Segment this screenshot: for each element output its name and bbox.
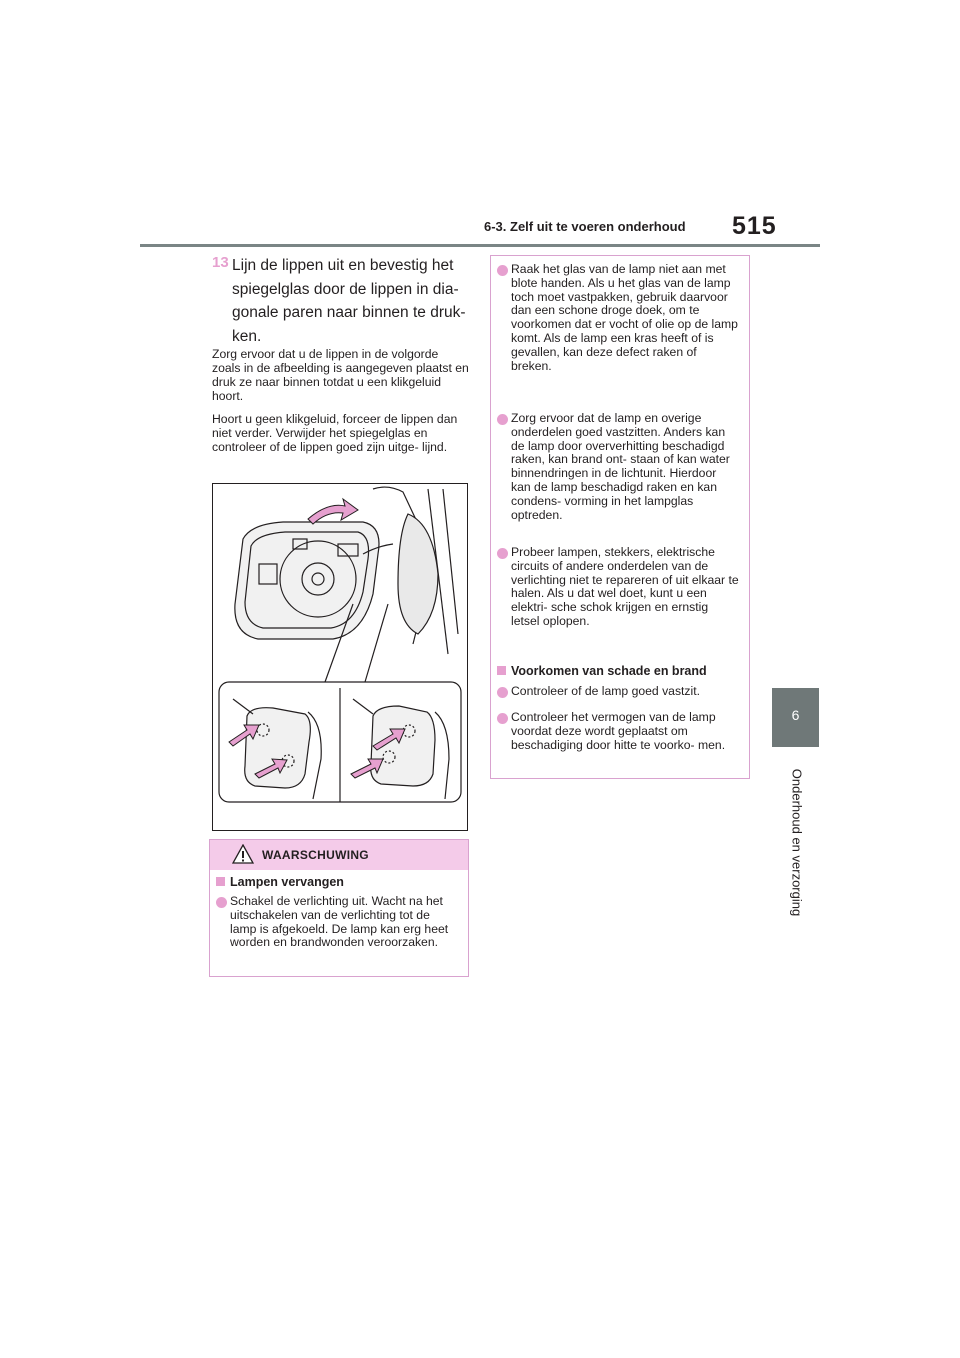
square-bullet-icon [216,877,225,886]
bullet-text: Controleer of de lamp goed vastzit. [511,684,701,698]
arrow-icon [308,499,358,524]
caution-box-continued [490,255,750,779]
chapter-tab[interactable]: 6 [772,688,819,747]
warning-subheading [216,875,344,889]
warning-title: WAARSCHUWING [262,848,369,862]
chapter-label [787,760,807,930]
step-text: Lijn de lippen uit en bevestig het spiegelglas door de lippen in dia- gonale paren naar binnen te druk- ken. [232,257,466,345]
warning-subheading-text: Lampen vervangen [230,875,344,889]
bullet-dot-icon [216,897,227,908]
bullet-text: Controleer het vermogen van de lamp voordat deze wordt geplaatst om beschadiging door hitte te voorko- men. [511,710,726,752]
mirror-drawing [213,484,467,830]
chapter-title: Onderhoud en verzorging [789,768,805,917]
damage-subheading [497,664,707,678]
bullet-text: Zorg ervoor dat de lamp en overige onderdelen goed vastzitten. Anders kan de lamp door oververhitting beschadigd raken, kan brand ont- staan of kan water binnendringen in de lichtunit. Hierdoor kan de lamp beschadigd raken en kan condens- vorming in het lampglas optreden. [511,411,730,522]
paragraph-no-click: Hoort u geen klikgeluid, forceer de lippen dan niet verder. Verwijder het spiegelglas en controleer of de lippen goed zijn uitge- lijnd. [212,412,458,454]
damage-subheading-text: Voorkomen van schade en brand [511,664,707,678]
warning-box [209,839,469,977]
mirror-illustration [212,483,468,831]
bullet-dot-icon [497,687,508,698]
page-number: 515 [732,212,777,240]
header-divider [140,244,820,247]
bullet-text: Raak het glas van de lamp niet aan met blote handen. Als u het glas van de lamp toch moet vastpakken, gebruik daarvoor dan een schone droge doek, om te voorkomen dat er vocht of olie op de lamp komt. Als de lamp een kras heeft of is gevallen, kan deze defect raken of breken. [511,262,738,373]
bullet-dot-icon [497,713,508,724]
step-number: 13 [212,254,229,271]
bullet-dot-icon [497,548,508,559]
bullet-dot-icon [497,414,508,425]
square-bullet-icon [497,666,506,675]
bullet-text: Probeer lampen, stekkers, elektrische circuits of andere onderdelen van de verlichting niet te repareren of uit elkaar te halen. Als u dat wel doet, kunt u een elektri- sche schok krijgen en ernstig letsel oplopen. [511,545,739,628]
bullet-dot-icon [497,265,508,276]
bullet-text: Schakel de verlichting uit. Wacht na het uitschakelen van de verlichting tot de lamp is afgekoeld. De lamp kan erg heet worden en brandwonden veroorzaken. [230,894,449,950]
paragraph-order: Zorg ervoor dat u de lippen in de volgorde zoals in de afbeelding is aangegeven plaatst en druk ze naar binnen totdat u een klikgeluid hoort. [212,347,469,403]
warning-triangle-icon [232,844,254,864]
warning-header [210,840,468,870]
section-title: 6-3. Zelf uit te voeren onderhoud [484,219,686,234]
